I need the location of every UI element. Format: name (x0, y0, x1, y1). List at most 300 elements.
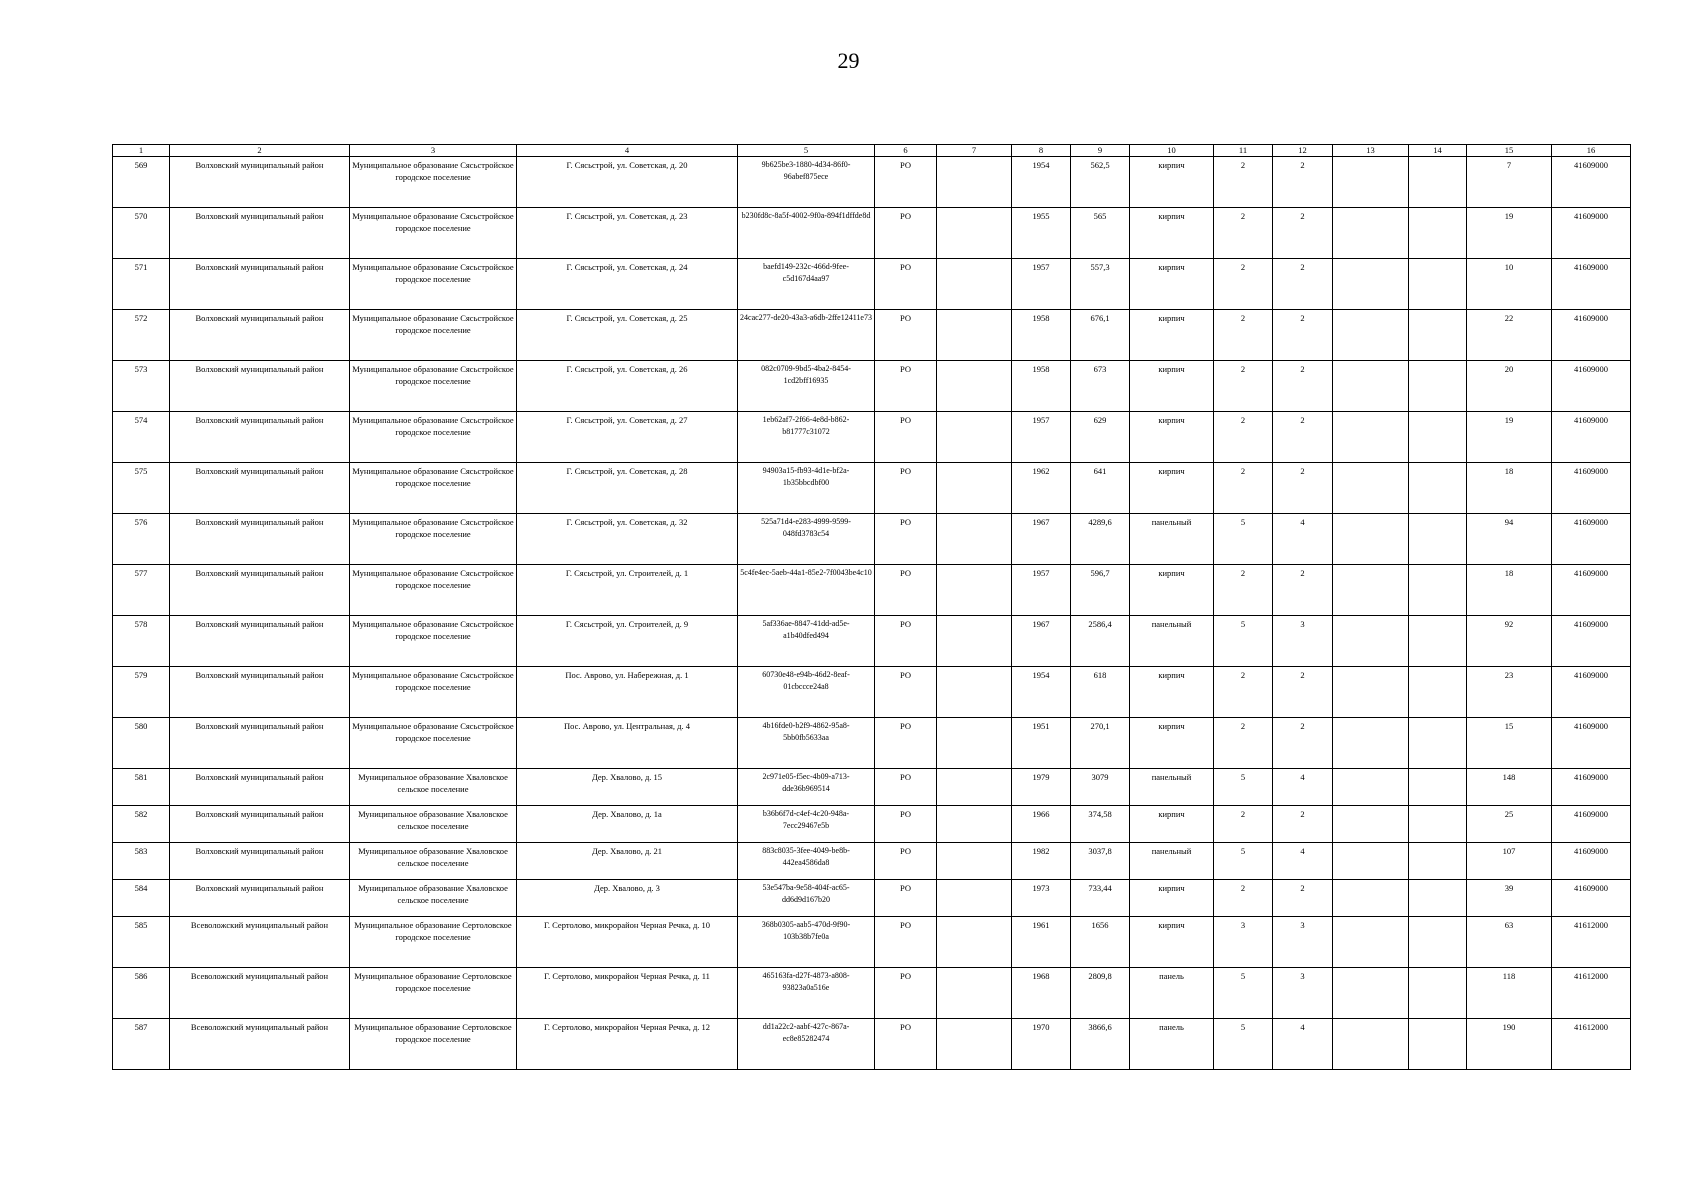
cell-address: Дер. Хвалово, д. 21 (517, 843, 738, 880)
cell-entrances: 2 (1273, 361, 1333, 412)
cell-floors: 5 (1214, 968, 1273, 1019)
cell-residents: 7 (1467, 157, 1552, 208)
cell-address: Г. Сясьстрой, ул. Советская, д. 32 (517, 514, 738, 565)
cell-col-13 (1333, 514, 1409, 565)
cell-area: 557,3 (1071, 259, 1130, 310)
cell-col-7 (937, 968, 1012, 1019)
cell-floors: 2 (1214, 361, 1273, 412)
cell-area: 676,1 (1071, 310, 1130, 361)
cell-municipality: Муниципальное образование Сясьстройское городское поселение (350, 616, 517, 667)
cell-oktmo-code: 41609000 (1552, 361, 1631, 412)
cell-oktmo-code: 41609000 (1552, 616, 1631, 667)
cell-col-13 (1333, 1019, 1409, 1070)
cell-municipality: Муниципальное образование Сясьстройское городское поселение (350, 361, 517, 412)
cell-municipality: Муниципальное образование Сясьстройское городское поселение (350, 667, 517, 718)
cell-col-13 (1333, 806, 1409, 843)
table-row (113, 769, 1631, 806)
table-row (113, 565, 1631, 616)
cell-col-14 (1409, 514, 1467, 565)
table-row (113, 310, 1631, 361)
cell-col-7 (937, 806, 1012, 843)
cell-col-13 (1333, 208, 1409, 259)
cell-area: 641 (1071, 463, 1130, 514)
cell-col-7 (937, 843, 1012, 880)
cell-year-built: 1973 (1012, 880, 1071, 917)
cell-district: Волховский муниципальный район (170, 157, 350, 208)
column-header-6: 6 (875, 145, 937, 157)
column-header-5: 5 (738, 145, 875, 157)
cell-col-7 (937, 157, 1012, 208)
cell-floors: 2 (1214, 565, 1273, 616)
cell-district: Волховский муниципальный район (170, 463, 350, 514)
cell-municipality: Муниципальное образование Хваловское сельское поселение (350, 880, 517, 917)
cell-address: Г. Сертолово, микрорайон Черная Речка, д. 12 (517, 1019, 738, 1070)
cell-area: 629 (1071, 412, 1130, 463)
cell-oktmo-code: 41609000 (1552, 880, 1631, 917)
cell-col-14 (1409, 463, 1467, 514)
cell-floors: 2 (1214, 667, 1273, 718)
cell-row-number: 573 (113, 361, 170, 412)
cell-entrances: 3 (1273, 917, 1333, 968)
cell-record-type: РО (875, 361, 937, 412)
cell-record-type: РО (875, 917, 937, 968)
cell-area: 618 (1071, 667, 1130, 718)
cell-col-13 (1333, 463, 1409, 514)
cell-col-14 (1409, 157, 1467, 208)
cell-entrances: 3 (1273, 968, 1333, 1019)
cell-oktmo-code: 41609000 (1552, 843, 1631, 880)
cell-wall-material: кирпич (1130, 565, 1214, 616)
cell-house-guid: 883c8035-3fee-4049-be8b-442ea4586da8 (738, 843, 875, 880)
column-header-9: 9 (1071, 145, 1130, 157)
cell-wall-material: кирпич (1130, 917, 1214, 968)
cell-municipality: Муниципальное образование Сясьстройское городское поселение (350, 412, 517, 463)
table-row (113, 718, 1631, 769)
cell-municipality: Муниципальное образование Сясьстройское городское поселение (350, 208, 517, 259)
cell-house-guid: 2c971e05-f5ec-4b09-a713-dde36b969514 (738, 769, 875, 806)
cell-house-guid: b230fd8c-8a5f-4002-9f0a-894f1dffde8d (738, 208, 875, 259)
table-row (113, 616, 1631, 667)
cell-year-built: 1968 (1012, 968, 1071, 1019)
cell-wall-material: кирпич (1130, 463, 1214, 514)
table-body (113, 157, 1631, 1070)
cell-house-guid: 4b16fde0-b2f9-4862-95a8-5bb0fb5633aa (738, 718, 875, 769)
cell-residents: 25 (1467, 806, 1552, 843)
housing-register-table (112, 144, 1631, 1070)
cell-col-14 (1409, 667, 1467, 718)
cell-house-guid: 60730e48-e94b-46d2-8eaf-01cbccce24a8 (738, 667, 875, 718)
cell-year-built: 1970 (1012, 1019, 1071, 1070)
cell-col-7 (937, 565, 1012, 616)
cell-wall-material: кирпич (1130, 667, 1214, 718)
cell-row-number: 576 (113, 514, 170, 565)
cell-record-type: РО (875, 463, 937, 514)
column-header-10: 10 (1130, 145, 1214, 157)
cell-area: 3037,8 (1071, 843, 1130, 880)
cell-house-guid: 53e547ba-9e58-404f-ac65-dd6d9d167b20 (738, 880, 875, 917)
cell-wall-material: кирпич (1130, 310, 1214, 361)
cell-row-number: 571 (113, 259, 170, 310)
cell-district: Волховский муниципальный район (170, 718, 350, 769)
cell-municipality: Муниципальное образование Сертоловское городское поселение (350, 968, 517, 1019)
cell-residents: 63 (1467, 917, 1552, 968)
page-number: 29 (837, 48, 860, 73)
column-number-row (113, 145, 1631, 157)
cell-residents: 118 (1467, 968, 1552, 1019)
cell-row-number: 579 (113, 667, 170, 718)
cell-residents: 92 (1467, 616, 1552, 667)
cell-col-13 (1333, 968, 1409, 1019)
cell-record-type: РО (875, 310, 937, 361)
table-row (113, 157, 1631, 208)
cell-floors: 3 (1214, 917, 1273, 968)
cell-entrances: 2 (1273, 157, 1333, 208)
table-row (113, 463, 1631, 514)
cell-col-13 (1333, 769, 1409, 806)
cell-area: 3866,6 (1071, 1019, 1130, 1070)
cell-year-built: 1966 (1012, 806, 1071, 843)
cell-floors: 2 (1214, 310, 1273, 361)
cell-house-guid: 94903a15-fb93-4d1e-bf2a-1b35bbcdbf00 (738, 463, 875, 514)
cell-house-guid: 9b625be3-1880-4d34-86f0-96abef875ece (738, 157, 875, 208)
cell-year-built: 1962 (1012, 463, 1071, 514)
cell-wall-material: кирпич (1130, 208, 1214, 259)
cell-area: 673 (1071, 361, 1130, 412)
cell-entrances: 2 (1273, 412, 1333, 463)
column-header-7: 7 (937, 145, 1012, 157)
cell-floors: 5 (1214, 769, 1273, 806)
cell-residents: 190 (1467, 1019, 1552, 1070)
cell-row-number: 585 (113, 917, 170, 968)
cell-row-number: 570 (113, 208, 170, 259)
cell-municipality: Муниципальное образование Хваловское сельское поселение (350, 769, 517, 806)
cell-district: Волховский муниципальный район (170, 310, 350, 361)
cell-residents: 10 (1467, 259, 1552, 310)
table-row (113, 968, 1631, 1019)
cell-col-7 (937, 718, 1012, 769)
cell-oktmo-code: 41609000 (1552, 412, 1631, 463)
cell-municipality: Муниципальное образование Хваловское сельское поселение (350, 806, 517, 843)
cell-district: Волховский муниципальный район (170, 259, 350, 310)
cell-record-type: РО (875, 208, 937, 259)
cell-entrances: 2 (1273, 806, 1333, 843)
cell-entrances: 2 (1273, 463, 1333, 514)
cell-district: Всеволожский муниципальный район (170, 917, 350, 968)
cell-residents: 23 (1467, 667, 1552, 718)
cell-oktmo-code: 41609000 (1552, 157, 1631, 208)
cell-address: Г. Сясьстрой, ул. Строителей, д. 9 (517, 616, 738, 667)
cell-floors: 2 (1214, 412, 1273, 463)
cell-row-number: 581 (113, 769, 170, 806)
cell-address: Г. Сертолово, микрорайон Черная Речка, д. 10 (517, 917, 738, 968)
cell-entrances: 2 (1273, 718, 1333, 769)
cell-area: 733,44 (1071, 880, 1130, 917)
cell-col-13 (1333, 880, 1409, 917)
cell-address: Г. Сясьстрой, ул. Советская, д. 23 (517, 208, 738, 259)
cell-house-guid: 5c4fe4ec-5aeb-44a1-85e2-7f0043be4c10 (738, 565, 875, 616)
cell-floors: 5 (1214, 616, 1273, 667)
cell-wall-material: кирпич (1130, 361, 1214, 412)
column-header-2: 2 (170, 145, 350, 157)
cell-entrances: 2 (1273, 565, 1333, 616)
cell-wall-material: кирпич (1130, 157, 1214, 208)
cell-municipality: Муниципальное образование Сертоловское городское поселение (350, 1019, 517, 1070)
cell-district: Волховский муниципальный район (170, 843, 350, 880)
cell-col-14 (1409, 806, 1467, 843)
cell-municipality: Муниципальное образование Сясьстройское городское поселение (350, 157, 517, 208)
cell-house-guid: dd1a22c2-aabf-427c-867a-ec8e85282474 (738, 1019, 875, 1070)
cell-wall-material: кирпич (1130, 259, 1214, 310)
cell-year-built: 1967 (1012, 616, 1071, 667)
cell-oktmo-code: 41609000 (1552, 718, 1631, 769)
cell-col-7 (937, 259, 1012, 310)
cell-row-number: 578 (113, 616, 170, 667)
table-row (113, 412, 1631, 463)
cell-floors: 5 (1214, 514, 1273, 565)
cell-col-14 (1409, 412, 1467, 463)
cell-col-13 (1333, 718, 1409, 769)
cell-municipality: Муниципальное образование Сясьстройское городское поселение (350, 718, 517, 769)
cell-wall-material: панель (1130, 968, 1214, 1019)
cell-col-7 (937, 463, 1012, 514)
cell-year-built: 1979 (1012, 769, 1071, 806)
cell-floors: 2 (1214, 157, 1273, 208)
cell-record-type: РО (875, 1019, 937, 1070)
cell-year-built: 1982 (1012, 843, 1071, 880)
cell-residents: 94 (1467, 514, 1552, 565)
cell-district: Всеволожский муниципальный район (170, 968, 350, 1019)
cell-residents: 19 (1467, 208, 1552, 259)
cell-row-number: 586 (113, 968, 170, 1019)
cell-residents: 18 (1467, 565, 1552, 616)
cell-entrances: 4 (1273, 1019, 1333, 1070)
cell-entrances: 4 (1273, 843, 1333, 880)
cell-district: Волховский муниципальный район (170, 667, 350, 718)
cell-col-7 (937, 1019, 1012, 1070)
table-row (113, 259, 1631, 310)
cell-municipality: Муниципальное образование Сясьстройское городское поселение (350, 514, 517, 565)
cell-row-number: 582 (113, 806, 170, 843)
cell-col-13 (1333, 310, 1409, 361)
cell-record-type: РО (875, 157, 937, 208)
cell-col-14 (1409, 917, 1467, 968)
cell-wall-material: панельный (1130, 616, 1214, 667)
cell-area: 4289,6 (1071, 514, 1130, 565)
cell-oktmo-code: 41612000 (1552, 968, 1631, 1019)
cell-entrances: 2 (1273, 259, 1333, 310)
cell-record-type: РО (875, 880, 937, 917)
cell-entrances: 4 (1273, 514, 1333, 565)
cell-wall-material: кирпич (1130, 412, 1214, 463)
cell-district: Волховский муниципальный район (170, 514, 350, 565)
cell-col-14 (1409, 310, 1467, 361)
column-header-1: 1 (113, 145, 170, 157)
cell-area: 596,7 (1071, 565, 1130, 616)
cell-oktmo-code: 41609000 (1552, 208, 1631, 259)
cell-year-built: 1954 (1012, 157, 1071, 208)
cell-house-guid: 082c0709-9bd5-4ba2-8454-1cd2bff16935 (738, 361, 875, 412)
cell-row-number: 569 (113, 157, 170, 208)
cell-address: Г. Сясьстрой, ул. Советская, д. 25 (517, 310, 738, 361)
cell-col-14 (1409, 880, 1467, 917)
cell-house-guid: baefd149-232c-466d-9fee-c5d167d4aa97 (738, 259, 875, 310)
cell-col-7 (937, 917, 1012, 968)
cell-record-type: РО (875, 769, 937, 806)
cell-oktmo-code: 41612000 (1552, 1019, 1631, 1070)
column-header-13: 13 (1333, 145, 1409, 157)
cell-entrances: 4 (1273, 769, 1333, 806)
cell-address: Г. Сясьстрой, ул. Советская, д. 28 (517, 463, 738, 514)
cell-row-number: 575 (113, 463, 170, 514)
cell-entrances: 2 (1273, 310, 1333, 361)
cell-wall-material: кирпич (1130, 718, 1214, 769)
cell-col-13 (1333, 667, 1409, 718)
cell-municipality: Муниципальное образование Сясьстройское городское поселение (350, 310, 517, 361)
cell-oktmo-code: 41609000 (1552, 514, 1631, 565)
cell-area: 374,58 (1071, 806, 1130, 843)
cell-record-type: РО (875, 565, 937, 616)
cell-year-built: 1958 (1012, 361, 1071, 412)
cell-wall-material: панельный (1130, 843, 1214, 880)
cell-col-14 (1409, 843, 1467, 880)
cell-col-13 (1333, 917, 1409, 968)
table-row (113, 514, 1631, 565)
cell-residents: 148 (1467, 769, 1552, 806)
cell-col-7 (937, 514, 1012, 565)
cell-year-built: 1951 (1012, 718, 1071, 769)
cell-entrances: 3 (1273, 616, 1333, 667)
cell-house-guid: 24cac277-de20-43a3-a6db-2ffe12411e73 (738, 310, 875, 361)
cell-col-14 (1409, 616, 1467, 667)
cell-record-type: РО (875, 259, 937, 310)
cell-district: Волховский муниципальный район (170, 880, 350, 917)
cell-district: Волховский муниципальный район (170, 616, 350, 667)
cell-floors: 2 (1214, 718, 1273, 769)
cell-record-type: РО (875, 667, 937, 718)
table-row (113, 667, 1631, 718)
cell-floors: 2 (1214, 463, 1273, 514)
cell-address: Г. Сясьстрой, ул. Советская, д. 20 (517, 157, 738, 208)
cell-col-7 (937, 616, 1012, 667)
table-row (113, 208, 1631, 259)
cell-residents: 22 (1467, 310, 1552, 361)
cell-col-14 (1409, 565, 1467, 616)
cell-address: Дер. Хвалово, д. 1а (517, 806, 738, 843)
cell-house-guid: 525a71d4-e283-4999-9599-048fd3783c54 (738, 514, 875, 565)
cell-col-13 (1333, 412, 1409, 463)
cell-col-13 (1333, 565, 1409, 616)
cell-residents: 18 (1467, 463, 1552, 514)
cell-floors: 5 (1214, 1019, 1273, 1070)
table-header (113, 145, 1631, 157)
cell-house-guid: 1eb62af7-2f66-4e8d-b862-b81777c31072 (738, 412, 875, 463)
cell-district: Волховский муниципальный район (170, 208, 350, 259)
column-header-12: 12 (1273, 145, 1333, 157)
cell-wall-material: кирпич (1130, 806, 1214, 843)
cell-area: 2586,4 (1071, 616, 1130, 667)
cell-oktmo-code: 41609000 (1552, 463, 1631, 514)
cell-address: Пос. Аврово, ул. Набережная, д. 1 (517, 667, 738, 718)
cell-area: 270,1 (1071, 718, 1130, 769)
cell-district: Волховский муниципальный район (170, 412, 350, 463)
cell-col-7 (937, 208, 1012, 259)
cell-oktmo-code: 41609000 (1552, 259, 1631, 310)
cell-address: Дер. Хвалово, д. 3 (517, 880, 738, 917)
cell-floors: 2 (1214, 880, 1273, 917)
column-header-8: 8 (1012, 145, 1071, 157)
cell-residents: 20 (1467, 361, 1552, 412)
table-row (113, 843, 1631, 880)
cell-house-guid: 368b0305-aab5-470d-9f90-103b38b7fe0a (738, 917, 875, 968)
cell-municipality: Муниципальное образование Сясьстройское городское поселение (350, 565, 517, 616)
cell-address: Дер. Хвалово, д. 15 (517, 769, 738, 806)
cell-municipality: Муниципальное образование Сясьстройское городское поселение (350, 463, 517, 514)
cell-col-7 (937, 310, 1012, 361)
table-row (113, 880, 1631, 917)
cell-area: 3079 (1071, 769, 1130, 806)
cell-entrances: 2 (1273, 208, 1333, 259)
cell-municipality: Муниципальное образование Хваловское сельское поселение (350, 843, 517, 880)
table-row (113, 917, 1631, 968)
cell-floors: 5 (1214, 843, 1273, 880)
cell-oktmo-code: 41612000 (1552, 917, 1631, 968)
cell-year-built: 1957 (1012, 412, 1071, 463)
cell-district: Всеволожский муниципальный район (170, 1019, 350, 1070)
cell-year-built: 1954 (1012, 667, 1071, 718)
column-header-16: 16 (1552, 145, 1631, 157)
cell-area: 2809,8 (1071, 968, 1130, 1019)
cell-area: 562,5 (1071, 157, 1130, 208)
cell-row-number: 577 (113, 565, 170, 616)
cell-col-13 (1333, 157, 1409, 208)
cell-residents: 107 (1467, 843, 1552, 880)
cell-residents: 15 (1467, 718, 1552, 769)
cell-col-14 (1409, 769, 1467, 806)
cell-col-7 (937, 667, 1012, 718)
cell-col-13 (1333, 361, 1409, 412)
cell-address: Г. Сясьстрой, ул. Советская, д. 26 (517, 361, 738, 412)
cell-row-number: 572 (113, 310, 170, 361)
cell-oktmo-code: 41609000 (1552, 806, 1631, 843)
cell-col-7 (937, 412, 1012, 463)
cell-year-built: 1957 (1012, 259, 1071, 310)
cell-entrances: 2 (1273, 667, 1333, 718)
cell-district: Волховский муниципальный район (170, 565, 350, 616)
table-row (113, 1019, 1631, 1070)
cell-district: Волховский муниципальный район (170, 361, 350, 412)
cell-municipality: Муниципальное образование Сертоловское городское поселение (350, 917, 517, 968)
cell-col-13 (1333, 616, 1409, 667)
cell-record-type: РО (875, 806, 937, 843)
cell-record-type: РО (875, 968, 937, 1019)
cell-record-type: РО (875, 412, 937, 463)
cell-address: Г. Сертолово, микрорайон Черная Речка, д. 11 (517, 968, 738, 1019)
cell-floors: 2 (1214, 806, 1273, 843)
cell-floors: 2 (1214, 259, 1273, 310)
cell-record-type: РО (875, 718, 937, 769)
cell-oktmo-code: 41609000 (1552, 769, 1631, 806)
cell-residents: 19 (1467, 412, 1552, 463)
cell-entrances: 2 (1273, 880, 1333, 917)
cell-year-built: 1955 (1012, 208, 1071, 259)
cell-year-built: 1961 (1012, 917, 1071, 968)
cell-row-number: 580 (113, 718, 170, 769)
cell-col-7 (937, 769, 1012, 806)
cell-house-guid: b36b6f7d-c4ef-4c20-948a-7ecc29467e5b (738, 806, 875, 843)
cell-area: 1656 (1071, 917, 1130, 968)
cell-address: Г. Сясьстрой, ул. Советская, д. 27 (517, 412, 738, 463)
cell-row-number: 583 (113, 843, 170, 880)
